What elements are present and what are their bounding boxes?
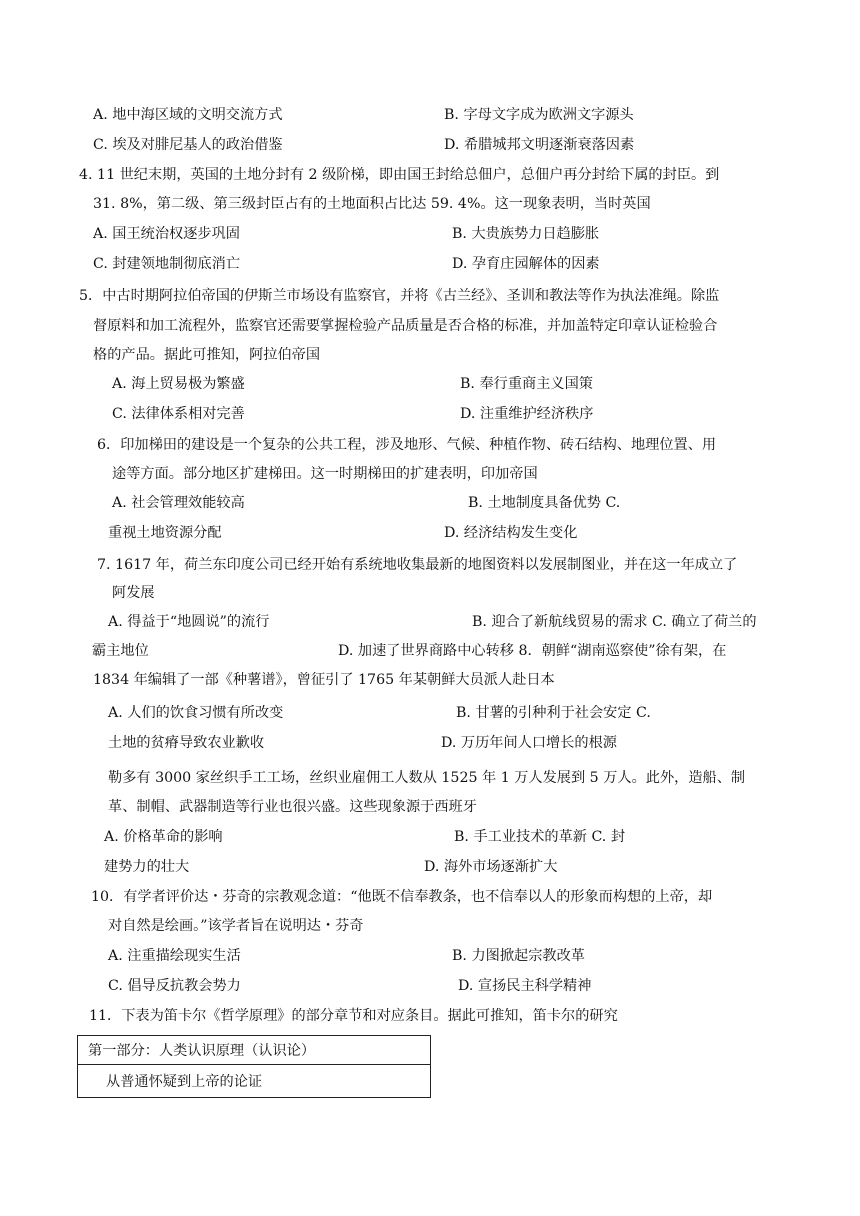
q8-option-b: B. 甘薯的引种利于社会安定 C. (456, 705, 651, 721)
q5-option-b: B. 奉行重商主义国策 (460, 376, 593, 392)
q3-option-c: C. 埃及对腓尼基人的政治借鉴 (93, 137, 283, 153)
table-cell: 第一部分：人类认识原理（认识论） (78, 1036, 431, 1065)
q3-option-b: B. 字母文字成为欧洲文字源头 (444, 107, 634, 123)
q6-option-d: D. 经济结构发生变化 (444, 525, 578, 541)
q4-option-c: C. 封建领地制彻底消亡 (93, 256, 241, 272)
q7-option-bc: B. 迎合了新航线贸易的需求 C. 确立了荷兰的 (472, 614, 757, 630)
q6-option-c: 重视土地资源分配 (108, 525, 222, 541)
q10-stem-line2: 对自然是绘画。”该学者旨在说明达・芬奇 (108, 918, 364, 934)
q7-stem-line1: 7. 1617 年，荷兰东印度公司已经开始有系统地收集最新的地图资料以发展制图业，并在这一年成立了 (97, 557, 738, 573)
q5-stem-line1: 5．中古时期阿拉伯帝国的伊斯兰市场设有监察官，并将《古兰经》、圣训和教法等作为执法准绳。除监 (79, 288, 720, 304)
q10-option-c: C. 倡导反抗教会势力 (108, 978, 241, 994)
q9-option-d: D. 海外市场逐渐扩大 (424, 859, 558, 875)
q4-stem-line1: 4. 11 世纪末期，英国的土地分封有 2 级阶梯，即由国王封给总佃户，总佃户再分封给下属的封臣。到 (79, 167, 720, 183)
q9-option-b: B. 手工业技术的革新 C. 封 (454, 829, 626, 845)
q4-stem-line2: 31. 8%，第二级、第三级封臣占有的土地面积占比达 59. 4%。这一现象表明，当时英国 (93, 196, 651, 212)
q5-stem-line2: 督原料和加工流程外，监察官还需要掌握检验产品质量是否合格的标准，并加盖特定印章认证检验合 (93, 318, 718, 334)
q8-option-d: D. 万历年间人口增长的根源 (441, 735, 617, 751)
q5-option-a: A. 海上贸易极为繁盛 (112, 376, 245, 392)
q8-option-c: 土地的贫瘠导致农业歉收 (108, 735, 265, 751)
q7-option-d-q8-stem: D. 加速了世界商路中心转移 8．朝鲜“湖南巡察使”徐有架，在 (338, 643, 727, 659)
q6-stem-line1: 6．印加梯田的建设是一个复杂的公共工程，涉及地形、气候、种植作物、砖石结构、地理位置、用 (97, 437, 717, 453)
table-row (78, 1036, 431, 1065)
q9-stem-line2: 革、制帽、武器制造等行业也很兴盛。这些现象源于西班牙 (108, 799, 477, 815)
q8-stem-line2: 1834 年编辑了一部《种薯谱》，曾征引了 1765 年某朝鲜大员派人赴日本 (93, 672, 555, 688)
q9-option-c: 建势力的壮大 (104, 859, 190, 875)
q6-stem-line2: 途等方面。部分地区扩建梯田。这一时期梯田的扩建表明，印加帝国 (112, 466, 538, 482)
q9-option-a: A. 价格革命的影响 (104, 829, 223, 845)
q4-option-a: A. 国王统治权逐步巩固 (93, 226, 240, 242)
q10-stem-line1: 10．有学者评价达・芬奇的宗教观念道：“他既不信奉教条，也不信奉以人的形象而构想的上帝，却 (91, 889, 713, 905)
q10-option-b: B. 力图掀起宗教改革 (452, 948, 585, 964)
q11-table (77, 1035, 431, 1098)
table-row (78, 1065, 431, 1098)
q7-stem-line2: 阿发展 (112, 585, 155, 601)
q6-option-a: A. 社会管理效能较高 (112, 495, 245, 511)
q7-option-c-cont: 霸主地位 (92, 643, 149, 659)
q6-option-b: B. 土地制度具备优势 C. (468, 495, 621, 511)
q9-stem-line1: 勒多有 3000 家丝织手工工场，丝织业雇佣工人数从 1525 年 1 万人发展到 5 万人。此外，造船、制 (108, 770, 746, 786)
q8-option-a: A. 人们的饮食习惯有所改变 (108, 705, 284, 721)
table-cell: 从普通怀疑到上帝的论证 (78, 1065, 431, 1098)
q10-option-a: A. 注重描绘现实生活 (108, 948, 241, 964)
q11-stem: 11．下表为笛卡尔《哲学原理》的部分章节和对应条目。据此可推知，笛卡尔的研究 (89, 1008, 618, 1024)
q5-stem-line3: 格的产品。据此可推知，阿拉伯帝国 (93, 347, 321, 363)
q3-option-a: A. 地中海区域的文明交流方式 (93, 107, 283, 123)
q7-option-a: A. 得益于“地圆说”的流行 (108, 614, 270, 630)
q5-option-d: D. 注重维护经济秩序 (460, 406, 594, 422)
q10-option-d: D. 宣扬民主科学精神 (458, 978, 592, 994)
q5-option-c: C. 法律体系相对完善 (112, 406, 245, 422)
q4-option-d: D. 孕育庄园解体的因素 (452, 256, 600, 272)
q4-option-b: B. 大贵族势力日趋膨胀 (452, 226, 600, 242)
q3-option-d: D. 希腊城邦文明逐渐衰落因素 (444, 137, 635, 153)
